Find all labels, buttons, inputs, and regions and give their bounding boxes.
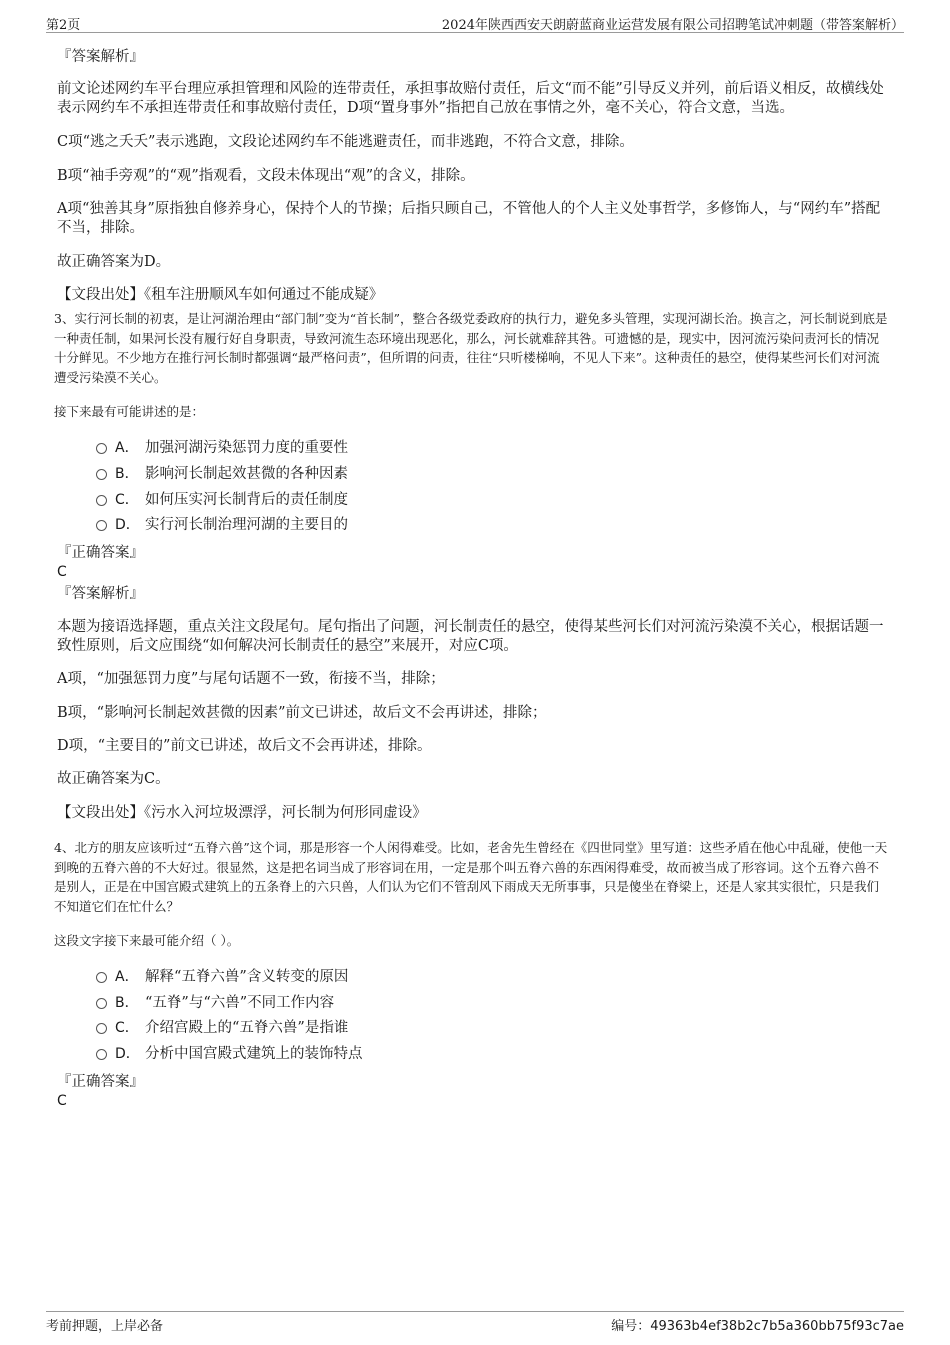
q3-answer-heading: 『正确答案』 xyxy=(57,545,144,561)
radio-icon[interactable] xyxy=(96,1023,107,1034)
q2-analysis-paragraph: 故正确答案为D。 xyxy=(57,254,171,270)
radio-icon[interactable] xyxy=(96,972,107,983)
q4-option-a[interactable]: A． 解释“五脊六兽”含义转变的原因 xyxy=(96,968,348,987)
q3-source: 【文段出处】《污水入河垃圾漂浮，河长制为何形同虚设》 xyxy=(57,805,427,821)
q2-analysis-paragraph: C项“逃之夭夭”表示逃跑，文段论述网约车不能逃避责任，而非逃跑，不符合文意，排除。 xyxy=(57,134,634,150)
q2-analysis-paragraph: A项“独善其身”原指独自修养身心，保持个人的节操；后指只顾自己，不管他人的个人主义处事哲学，多修饰人，与“网约车”搭配不当，排除。 xyxy=(57,201,881,236)
q3-option-d[interactable]: D． 实行河长制治理河湖的主要目的 xyxy=(96,516,348,535)
q3-option-b[interactable]: B． 影响河长制起效甚微的各种因素 xyxy=(96,465,348,484)
q3-analysis-heading: 『答案解析』 xyxy=(57,586,144,602)
q4-option-d[interactable]: D． 分析中国宫殿式建筑上的装饰特点 xyxy=(96,1045,363,1064)
footer-slogan: 考前押题，上岸必备 xyxy=(46,1319,164,1334)
q3-option-a[interactable]: A． 加强河湖污染惩罚力度的重要性 xyxy=(96,439,348,458)
q4-answer: C xyxy=(57,1093,67,1109)
page-number: 第2页 xyxy=(46,18,81,33)
page-header xyxy=(46,14,904,33)
document-title: 2024年陕西西安天朗蔚蓝商业运营发展有限公司招聘笔试冲刺题（带答案解析） xyxy=(441,18,904,33)
radio-icon[interactable] xyxy=(96,469,107,480)
q3-answer: C xyxy=(57,564,67,580)
q3-analysis-paragraph: B项，“影响河长制起效甚微的因素”前文已讲述，故后文不会再讲述，排除； xyxy=(57,705,547,721)
radio-icon[interactable] xyxy=(96,495,107,506)
q4-prompt: 这段文字接下来最可能介绍（ ）。 xyxy=(54,933,240,948)
q4-question-text: 4、北方的朋友应该听过“五脊六兽”这个词，那是形容一个人闲得难受。比如，老舍先生曾经在《四世同堂》里写道：这些矛盾在他心中乱碰，使他一天到晚的五脊六兽的不大好过。很显然，这是把名词当成了形容词在用，一定是那个叫五脊六兽的东西闲得难受，故而被当成了形容词。这个五脊六兽不是别人，正是在中国宫殿式建筑上的五条脊上的六只兽，人们认为它们不管刮风下雨成天无所事事，只是傻坐在脊梁上，还是人家其实很忙，只是我们不知道它们在忙什么？ xyxy=(54,840,888,914)
radio-icon[interactable] xyxy=(96,1049,107,1060)
page-footer xyxy=(46,1311,904,1332)
radio-icon[interactable] xyxy=(96,520,107,531)
q3-question-text: 3、实行河长制的初衷，是让河湖治理由“部门制”变为“首长制”，整合各级党委政府的执行力，避免多头管理，实现河湖长治。换言之，河长制说到底是一种责任制，如果河长没有履行好自身职责，导致河流生态环境出现恶化，那么，河长就难辞其咎。可遗憾的是，现实中，因河流污染问责河长的情况十分鲜见。不少地方在推行河长制时都强调“最严格问责”，但所谓的问责，往往“只听楼梯响，不见人下来”。这种责任的悬空，使得某些河长们对河流遭受污染漠不关心。 xyxy=(54,311,888,385)
q2-source: 【文段出处】《租车注册顺风车如何通过不能成疑》 xyxy=(57,287,384,303)
q3-analysis-paragraph: 故正确答案为C。 xyxy=(57,771,170,787)
radio-icon[interactable] xyxy=(96,998,107,1009)
q2-analysis-paragraph: 前文论述网约车平台理应承担管理和风险的连带责任，承担事故赔付责任，后文“而不能”引导反义并列，前后语义相反，故横线处表示网约车不承担连带责任和事故赔付责任，D项“置身事外”指把自己放在事情之外，毫不关心，符合文意，当选。 xyxy=(57,81,884,116)
q4-option-b[interactable]: B． “五脊”与“六兽”不同工作内容 xyxy=(96,994,334,1013)
q4-answer-heading: 『正确答案』 xyxy=(57,1074,144,1090)
q3-analysis-paragraph: A项，“加强惩罚力度”与尾句话题不一致，衔接不当，排除； xyxy=(57,671,445,687)
q4-option-c[interactable]: C． 介绍宫殿上的“五脊六兽”是指谁 xyxy=(96,1019,348,1038)
q2-analysis-paragraph: B项“袖手旁观”的“观”指观看，文段未体现出“观”的含义，排除。 xyxy=(57,168,475,184)
q3-analysis-paragraph: 本题为接语选择题，重点关注文段尾句。尾句指出了问题，河长制责任的悬空，使得某些河长们对河流污染漠不关心，根据话题一致性原则，后文应围绕“如何解决河长制责任的悬空”来展开，对应C项。 xyxy=(57,619,884,654)
radio-icon[interactable] xyxy=(96,443,107,454)
q3-option-c[interactable]: C． 如何压实河长制背后的责任制度 xyxy=(96,491,348,510)
document-id: 编号：49363b4ef38b2c7b5a360bb75f93c7ae xyxy=(611,1319,904,1334)
q3-analysis-paragraph: D项，“主要目的”前文已讲述，故后文不会再讲述，排除。 xyxy=(57,738,432,754)
q2-analysis-heading: 『答案解析』 xyxy=(57,49,144,65)
q3-prompt: 接下来最有可能讲述的是： xyxy=(54,404,205,419)
